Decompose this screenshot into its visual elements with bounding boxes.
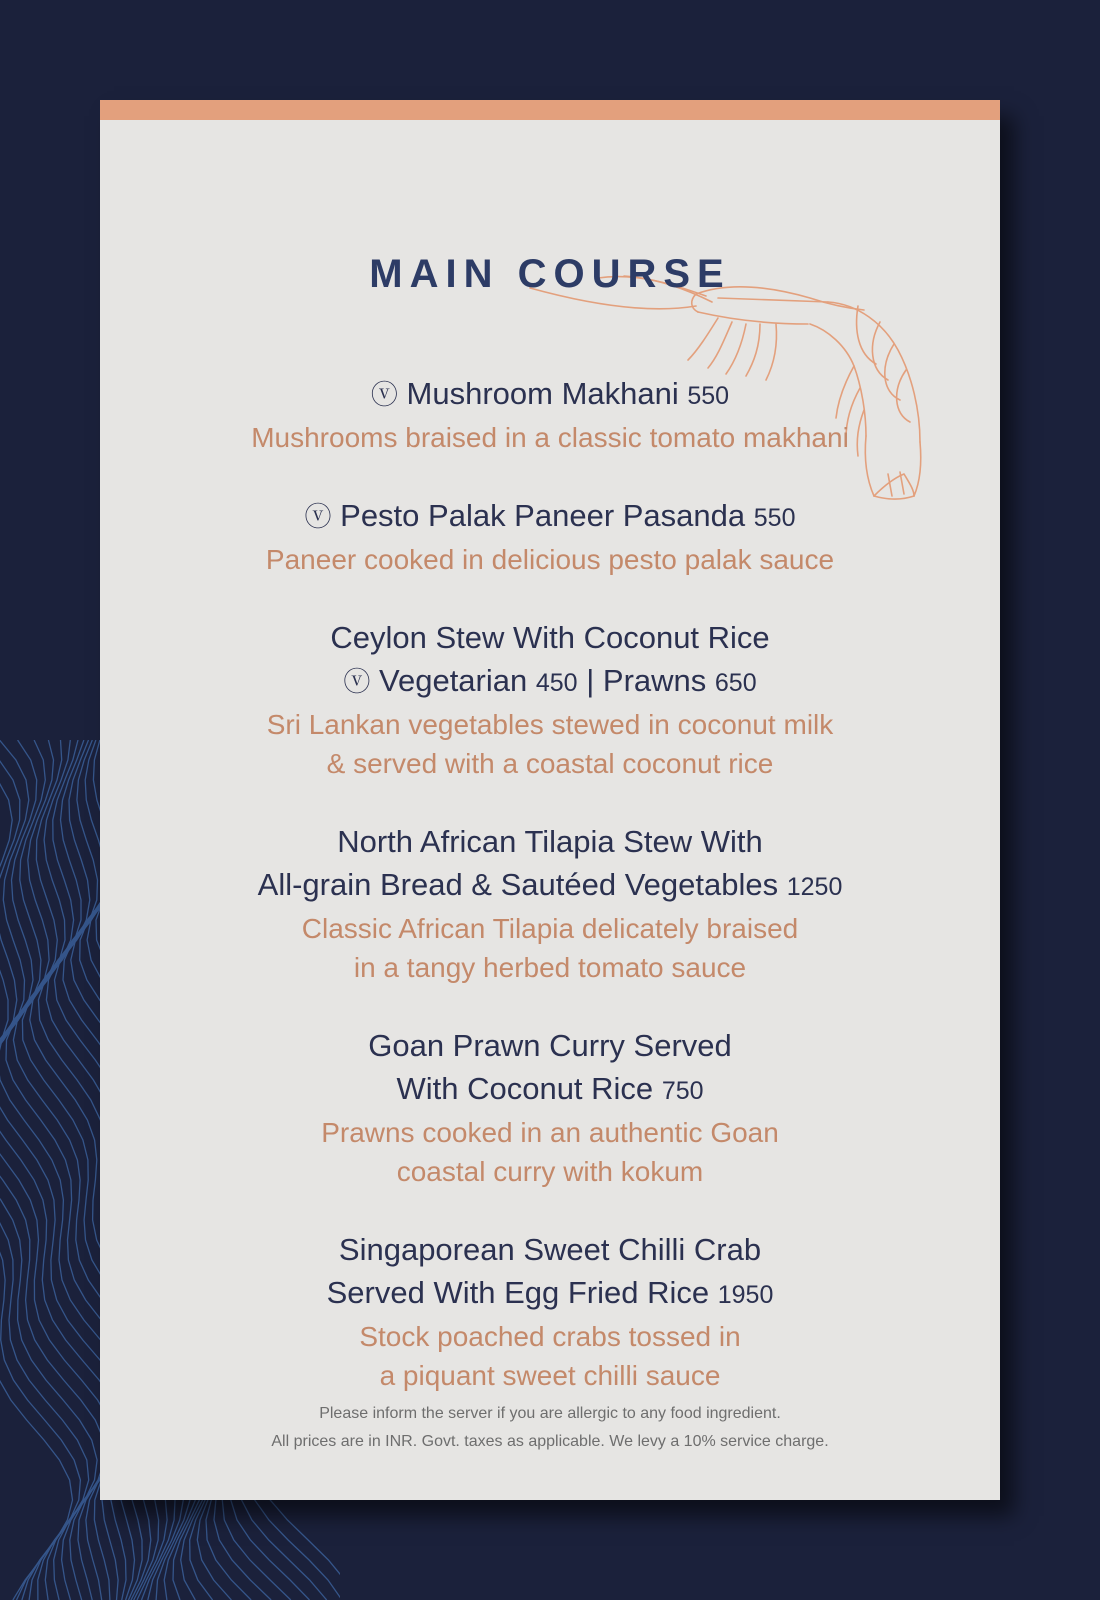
item-name-line <box>100 820 1000 863</box>
pricing-note: All prices are in INR. Govt. taxes as applicable. We levy a 10% service charge. <box>271 1433 829 1450</box>
item-price: 450 <box>535 669 578 697</box>
item-name: Pesto Palak Paneer Pasanda <box>340 498 746 533</box>
menu-item <box>100 1024 1000 1191</box>
item-price: 1250 <box>786 873 843 901</box>
item-description: & served with a coastal coconut rice <box>326 748 774 779</box>
menu-item <box>100 616 1000 783</box>
item-name: With Coconut Rice <box>396 1071 654 1106</box>
wave-line <box>0 740 105 1600</box>
item-price: 550 <box>753 504 796 532</box>
item-name-line <box>100 1228 1000 1271</box>
item-name-line <box>100 863 1000 909</box>
item-description: Prawns cooked in an authentic Goan <box>321 1117 779 1148</box>
menu-item <box>100 1228 1000 1395</box>
item-name: All-grain Bread & Sautéed Vegetables <box>257 867 779 902</box>
menu-title: MAIN COURSE <box>369 252 731 296</box>
item-variant-line <box>100 659 1000 705</box>
item-name: Goan Prawn Curry Served <box>368 1028 732 1063</box>
menu-footer <box>100 1400 1000 1456</box>
item-name-line <box>100 372 1000 418</box>
menu-card <box>100 100 1000 1500</box>
vegetarian-icon: ⓥ <box>370 380 398 410</box>
menu-item <box>100 372 1000 457</box>
menu-item <box>100 820 1000 987</box>
item-price: 750 <box>661 1077 704 1105</box>
item-price: 650 <box>714 669 757 697</box>
item-description: Mushrooms braised in a classic tomato makhani <box>251 422 849 453</box>
variant-name: Vegetarian <box>379 663 528 698</box>
vegetarian-icon: ⓥ <box>343 667 371 697</box>
item-description: Sri Lankan vegetables stewed in coconut milk <box>266 709 834 740</box>
item-name: Mushroom Makhani <box>406 376 679 411</box>
item-name-line <box>100 1271 1000 1317</box>
card-top-band <box>100 100 1000 120</box>
item-name-line <box>100 494 1000 540</box>
item-description: Stock poached crabs tossed in <box>359 1321 741 1352</box>
item-name-line <box>100 1067 1000 1113</box>
allergy-note: Please inform the server if you are allergic to any food ingredient. <box>319 1405 781 1422</box>
item-price: 550 <box>687 382 730 410</box>
item-name: Served With Egg Fried Rice <box>326 1275 710 1310</box>
menu-items-list <box>100 372 1000 1432</box>
item-price: 1950 <box>717 1281 774 1309</box>
item-name: North African Tilapia Stew With <box>337 824 763 859</box>
variant-name: Prawns <box>602 663 707 698</box>
item-name-line <box>100 616 1000 659</box>
item-description: in a tangy herbed tomato sauce <box>353 952 747 983</box>
price-separator: | <box>586 663 595 698</box>
item-name-line <box>100 1024 1000 1067</box>
item-name: Ceylon Stew With Coconut Rice <box>330 620 770 655</box>
item-description: a piquant sweet chilli sauce <box>379 1360 721 1391</box>
item-description: coastal curry with kokum <box>396 1156 704 1187</box>
item-name: Singaporean Sweet Chilli Crab <box>338 1232 762 1267</box>
menu-item <box>100 494 1000 579</box>
item-description: Paneer cooked in delicious pesto palak sauce <box>265 544 835 575</box>
item-description: Classic African Tilapia delicately braised <box>301 913 799 944</box>
vegetarian-icon: ⓥ <box>304 502 332 532</box>
